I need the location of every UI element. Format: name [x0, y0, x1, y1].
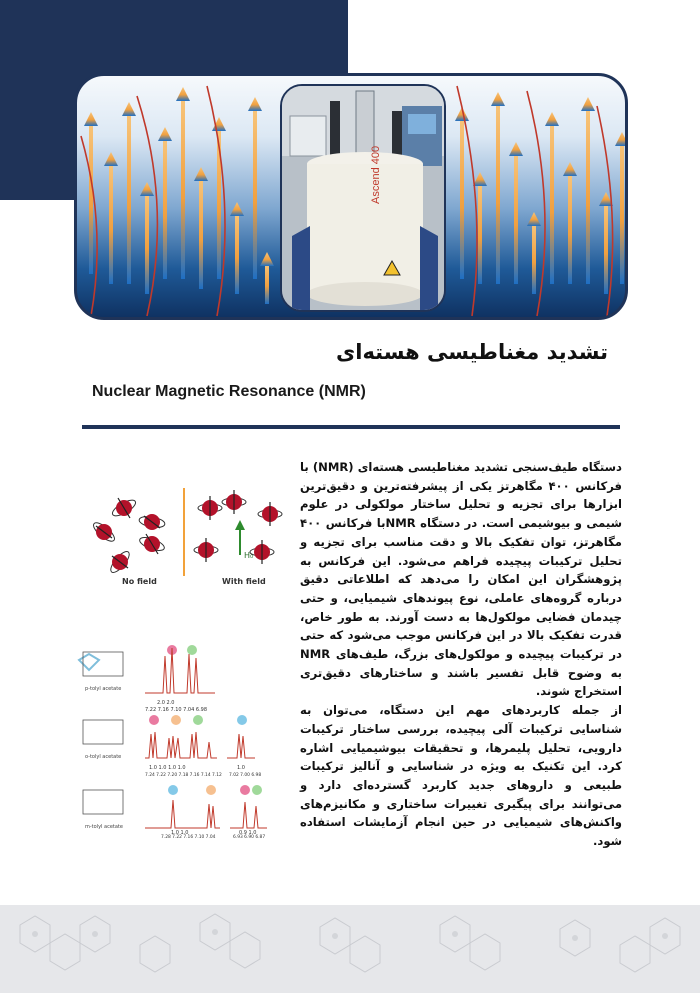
nmr-spectrometer-photo: [280, 84, 446, 312]
spin-nucleus: [91, 520, 117, 544]
banner-image: [74, 73, 628, 320]
integral-values-right: 1.0: [237, 765, 245, 771]
ppm-ticks: 7.22 7.16 7.10 7.04 6.98: [145, 707, 208, 713]
spin-nucleus: [138, 534, 166, 554]
spectrum-row: [79, 645, 215, 713]
page-title-en: Nuclear Magnetic Resonance (NMR): [92, 383, 366, 400]
body-text: [300, 458, 622, 851]
aligned-spin: [258, 502, 282, 526]
compound-label: o-tolyl acetate: [85, 754, 122, 760]
spin-nucleus: [110, 497, 138, 519]
ppm-ticks-right: 7.02 7.00 6.98: [229, 773, 262, 778]
page-title-fa: تشدید مغناطیسی هسته‌ای: [336, 340, 608, 364]
aligned-spin: [194, 538, 218, 562]
body-paragraph-2: از جمله کاربردهای مهم این دستگاه، می‌توان به شناسایی ترکیبات آلی پیچیده، بررسی ساختار ترکیبات دارویی، تحلیل پلیمرها، و تحقیقات بیوشیمیایی اشاره کرد. این تکنیک به ویژه در شناسایی و آنالیز ترکیبات طبیعی و داروهای جدید کاربرد گسترده‌ای دارد و می‌توانند برای پیگیری تغییرات ساختاری و مکانیزم‌های واکنش‌های شیمیایی در حین انجام آزمایشات استفاده شود.: [300, 703, 622, 849]
footer-hexagon-pattern: [0, 905, 700, 993]
title-divider: [82, 425, 620, 429]
spectrum-row: [83, 715, 261, 778]
integral-values: 1.0 1.0: [171, 830, 189, 836]
aligned-spin: [198, 496, 222, 520]
spin-nucleus: [138, 514, 165, 530]
integral-values-right: 0.9 1.0: [239, 830, 257, 836]
integral-values: 1.0 1.0 1.0 1.0: [149, 765, 186, 771]
aligned-spin: [222, 490, 246, 514]
body-paragraph-1: دستگاه طیف‌سنجی تشدید مغناطیسی هسته‌ای (NMR) با فرکانس ۴۰۰ مگاهرتز یکی از پیشرفته‌ترین و دقیق‌ترین ابزارها برای تجزیه و تحلیل ساختار مولکولی در علوم شیمی و بیوشیمی است. در دستگاه NMRبا فرکانس ۴۰۰ مگاهرتز، توان تفکیک بالا و دقت مناسب برای تجزیه و تحلیل ترکیبات پیچیده فراهم می‌شود. این فرکانس به پژوهشگران این امکان را می‌دهد که اطلاعاتی دقیق درباره گروه‌های عاملی، نوع پیوندهای شیمیایی، و حتی چیدمان فضایی مولکول‌ها به دست آورند. به طور خاص، قدرت تفکیک بالا در این فرکانس موجب می‌شود که حتی در ترکیبات پیچیده و مولکول‌های بزرگ، طیف‌های NMR به وضوح قابل تفسیر باشند و ساختارهای دقیق‌تری استخراج شوند.: [300, 460, 622, 699]
aligned-spin: [250, 540, 274, 564]
spin-alignment-figure: [82, 480, 292, 590]
no-field-label: No field: [122, 577, 157, 586]
integral-values: 2.0 2.0: [157, 700, 175, 706]
compound-label: p-tolyl acetate: [85, 686, 122, 692]
compound-label: m-tolyl acetate: [85, 824, 123, 830]
ppm-ticks: 7.28 7.22 7.16 7.10 7.04: [161, 835, 216, 838]
ppm-ticks-right: 6.93 6.90 6.87: [233, 835, 266, 838]
nmr-spectra-figure: [75, 638, 300, 838]
with-field-label: With field: [222, 577, 266, 586]
magnet-label: Ascend 400: [370, 145, 382, 204]
spin-nucleus: [108, 549, 132, 575]
ppm-ticks: 7.24 7.22 7.20 7.18 7.16 7.14 7.12: [145, 773, 222, 778]
field-label: H₀: [244, 551, 254, 560]
spectrum-row: [83, 785, 267, 838]
